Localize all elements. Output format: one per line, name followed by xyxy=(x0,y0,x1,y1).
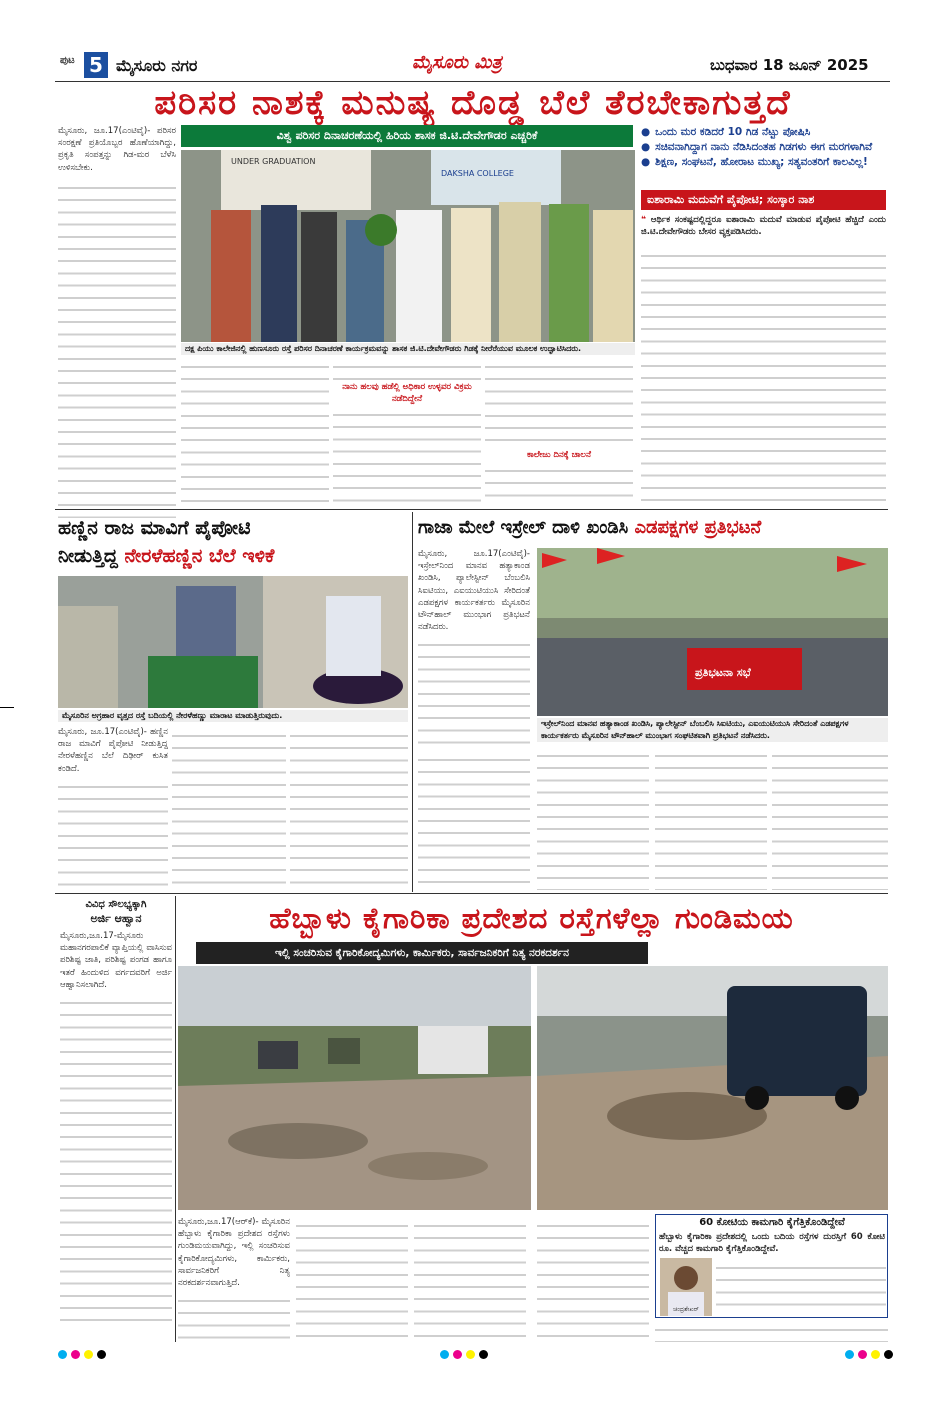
story5-column-2 xyxy=(296,1216,408,1342)
bullet-icon: ● xyxy=(641,126,651,138)
cyan-dot-icon xyxy=(845,1350,854,1359)
quote-mark-icon: ❝ xyxy=(641,215,651,225)
story2-caption: ಮೈಸೂರಿನ ಅಗ್ರಹಾರ ವೃತ್ತದ ರಸ್ತೆ ಬದಿಯಲ್ಲಿ ನೇರಳೆಹಣ್ಣು ಮಾರಾಟ ಮಾಡುತ್ತಿರುವುದು. xyxy=(58,710,408,722)
story3-column-2 xyxy=(418,750,530,890)
story3-headline: ಗಾಜಾ ಮೇಲೆ ಇಸ್ರೇಲ್ ದಾಳಿ ಖಂಡಿಸಿ ಎಡಪಕ್ಷಗಳ ಪ್ರತಿಭಟನೆ xyxy=(418,517,762,538)
story2-headline-line2: ನೀಡುತ್ತಿದ್ದ ನೇರಳೆಹಣ್ಣಿನ ಬೆಲೆ ಇಳಿಕೆ xyxy=(58,545,275,567)
story1-photo-caption: ದಕ್ಷ ಪಿಯು ಕಾಲೇಜಿನಲ್ಲಿ ಹುಣಸೂರು ರಸ್ತೆ ಪರಿಸರ ದಿನಾಚರಣೆ ಕಾರ್ಯಕ್ರಮವನ್ನು ಶಾಸಕ ಜಿ.ಟಿ.ದೇವೇಗೌಡರು ಗಿಡಕ್ಕೆ ನೀರೆರೆಯುವ ಮೂಲಕ ಉದ್ಘಾಟಿಸಿದರು. xyxy=(181,343,635,355)
cyan-dot-icon xyxy=(58,1350,67,1359)
story3-lead: ಮೈಸೂರು, ಜೂ.17(ಎಂಟಿವೈ)- ಇಸ್ರೇಲ್‌ನಿಂದ ಮಾನವ ಹತ್ಯಾಕಾಂಡ ಖಂಡಿಸಿ, ಪ್ಯಾಲೇಸ್ಟೀನ್ ಬೆಂಬಲಿಸಿ ಸಿಐಟಿಯು, ಎಐಯುಟಿಯುಸಿ ಸೇರಿದಂತೆ ಎಡಪಕ್ಷಗಳ ಕಾರ್ಯಕರ್ತರು ಮೈಸೂರಿನ ಟೌನ್‌ಹಾಲ್ ಮುಂಭಾಗ ಪ್ರತಿಭಟನೆ ನಡೆಸಿದರು. xyxy=(418,549,530,633)
photo-sign-1: UNDER GRADUATION xyxy=(231,157,316,166)
story1-column-3 xyxy=(333,357,481,507)
registration-mark xyxy=(0,707,14,708)
bullet-icon: ● xyxy=(641,156,651,168)
story1-column-4 xyxy=(485,357,633,507)
black-dot-icon xyxy=(97,1350,106,1359)
story4-lead: ಮೈಸೂರು,ಜೂ.17-ಮೈಸೂರು ಮಹಾನಗರಪಾಲಿಕೆ ವ್ಯಾಪ್ತಿಯಲ್ಲಿ ವಾಸಿಸುವ ಪರಿಶಿಷ್ಟ ಜಾತಿ, ಪರಿಶಿಷ್ಟ ಪಂಗಡ ಹಾಗೂ ಇತರೆ ಹಿಂದುಳಿದ ವರ್ಗದವರಿಗೆ ಅರ್ಜಿ ಆಹ್ವಾನಿಸಲಾಗಿದೆ. xyxy=(60,931,172,990)
story1-quote: ❝ ಆರ್ಥಿಕ ಸಂಕಷ್ಟದಲ್ಲಿದ್ದರೂ ಐಶಾರಾಮಿ ಮದುವೆ ಮಾಡುವ ಪೈಪೋಟಿ ಹೆಚ್ಚಿದೆ ಎಂದು ಜಿ.ಟಿ.ದೇವೇಗೌಡರು ಬೇಸರ ವ್ಯಕ್ತಪಡಿಸಿದರು. xyxy=(641,215,886,238)
story5-box-lead: ಹೆಬ್ಬಾಳು ಕೈಗಾರಿಕಾ ಪ್ರದೇಶದಲ್ಲಿ ಒಂದು ಬದಿಯ ರಸ್ತೆಗಳ ದುರಸ್ತಿಗೆ 60 ಕೋಟಿ ರೂ. ವೆಚ್ಚದ ಕಾಮಗಾರಿ ಕೈಗೆತ್ತಿಕೊಂಡಿದ್ದೇವೆ. xyxy=(659,1232,885,1255)
lead-headline: ಪರಿಸರ ನಾಶಕ್ಕೆ ಮನುಷ್ಯ ದೊಡ್ಡ ಬೆಲೆ ತೆರಬೇಕಾಗುತ್ತದೆ xyxy=(154,83,792,123)
story1-column-2 xyxy=(181,357,329,507)
protest-illustration xyxy=(537,548,888,716)
black-dot-icon xyxy=(884,1350,893,1359)
protest-banner-text: ಪ್ರತಿಭಟನಾ ಸಭೆ xyxy=(695,666,751,679)
story5-box-body xyxy=(716,1258,886,1316)
story1-highlights xyxy=(641,125,886,187)
portrait-label: ಚಂದ್ರಶೇಖರ್ xyxy=(673,1306,699,1313)
highlight-item: ● ಒಂದು ಮರ ಕಡಿದರೆ 10 ಗಿಡ ನೆಟ್ಟು ಪೋಷಿಸಿ xyxy=(641,126,811,138)
color-registration-left xyxy=(58,1350,106,1359)
story2-column-1 xyxy=(58,726,168,890)
story2-column-3 xyxy=(290,726,408,890)
bullet-icon: ● xyxy=(641,141,651,153)
black-dot-icon xyxy=(479,1350,488,1359)
highlight-item: ● ಶಿಕ್ಷಣ, ಸಂಘಟನೆ, ಹೋರಾಟ ಮುಖ್ಯ; ಸತ್ಯವಂತರಿಗೆ ಕಾಲವಿಲ್ಲ! xyxy=(641,156,868,168)
magenta-dot-icon xyxy=(71,1350,80,1359)
magenta-dot-icon xyxy=(858,1350,867,1359)
divider xyxy=(55,509,888,510)
story2-photo xyxy=(58,576,408,708)
story2-headline-line1: ಹಣ್ಣಿನ ರಾಜ ಮಾವಿಗೆ ಪೈಪೋಟಿ xyxy=(58,517,251,539)
divider xyxy=(55,893,888,894)
paper-logo: ಮೈಸೂರು ಮಿತ್ರ xyxy=(412,52,502,73)
page-label: ಪುಟ xyxy=(60,55,75,66)
story1-column-1 xyxy=(58,125,176,525)
story1-photo xyxy=(181,150,635,342)
story1-pull-quote: ನಾನು ಹಲವು ಹಡೆಲ್ಲಿ ಅಧಿಕಾರ ಉಳ್ಳವರ ವಿಕ್ರಮ ನಡೆದಿದ್ದೇನೆ xyxy=(342,382,472,404)
story5-column-3 xyxy=(414,1216,526,1342)
story1-subhead: ವಿಶ್ವ ಪರಿಸರ ದಿನಾಚರಣೆಯಲ್ಲಿ ಹಿರಿಯ ಶಾಸಕ ಜಿ.ಟಿ.ದೇವೇಗೌಡರ ಎಚ್ಚರಿಕೆ xyxy=(181,125,633,147)
color-registration-right xyxy=(845,1350,893,1359)
story5-photo-2 xyxy=(537,966,888,1210)
potholed-road-illustration xyxy=(178,966,531,1210)
story5-photo-1 xyxy=(178,966,531,1210)
van-on-road-illustration xyxy=(537,966,888,1210)
story3-photo xyxy=(537,548,888,716)
story4-title-1: ವಿವಿಧ ಸೌಲಭ್ಯಕ್ಕಾಗಿ xyxy=(85,899,147,910)
section-title: ಮೈಸೂರು ನಗರ xyxy=(116,56,198,75)
story4-title-2: ಅರ್ಜಿ ಆಹ್ವಾನ xyxy=(90,912,142,925)
story3-column-1 xyxy=(418,548,530,746)
story3-column-4 xyxy=(655,746,767,890)
photo-sign-2: DAKSHA COLLEGE xyxy=(441,169,514,178)
date-line: ಬುಧವಾರ 18 ಜೂನ್ 2025 xyxy=(710,56,869,74)
story1-side-body xyxy=(641,246,886,506)
story5-column-1 xyxy=(178,1216,290,1342)
story4-body xyxy=(60,930,172,1340)
column-divider xyxy=(412,512,413,892)
story5-lead: ಮೈಸೂರು,ಜೂ.17(ಆರ್‌ಕೆ)- ಮೈಸೂರಿನ ಹೆಬ್ಬಾಳು ಕೈಗಾರಿಕಾ ಪ್ರದೇಶದ ರಸ್ತೆಗಳು ಗುಂಡಿಮಯವಾಗಿದ್ದು, ಇಲ್ಲಿ ಸಂಚರಿಸುವ ಕೈಗಾರಿಕೋದ್ಯಮಿಗಳು, ಕಾರ್ಮಿಕರು, ಸಾರ್ವಜನಿಕರಿಗೆ ನಿತ್ಯ ನರಕದರ್ಶನವಾಗುತ್ತಿದೆ. xyxy=(178,1217,290,1289)
column-divider xyxy=(175,896,176,1342)
story2-column-2 xyxy=(172,726,286,890)
story5-headline: ಹೆಬ್ಬಾಳು ಕೈಗಾರಿಕಾ ಪ್ರದೇಶದ ರಸ್ತೆಗಳೆಲ್ಲಾ ಗುಂಡಿಮಯ xyxy=(269,901,794,935)
story5-box-title: 60 ಕೋಟಿಯ ಕಾಮಗಾರಿ ಕೈಗೆತ್ತಿಕೊಂಡಿದ್ದೇವೆ xyxy=(699,1217,845,1228)
story1-pull-quote-2: ಕಾಲೇಜು ದಿನಕ್ಕೆ ಚಾಲನೆ xyxy=(526,450,592,460)
story5-column-4 xyxy=(537,1216,649,1342)
cyan-dot-icon xyxy=(440,1350,449,1359)
story5-column-5 xyxy=(655,1320,888,1342)
yellow-dot-icon xyxy=(466,1350,475,1359)
story2-lead: ಮೈಸೂರು, ಜೂ.17(ಎಂಟಿವೈ)- ಹಣ್ಣಿನ ರಾಜ ಮಾವಿಗೆ ಪೈಪೋಟಿ ನೀಡುತ್ತಿದ್ದ ನೇರಳೆಹಣ್ಣಿನ ಬೆಲೆ ದಿಢೀರ್ ಕುಸಿತ ಕಂಡಿದೆ. xyxy=(58,727,168,774)
story3-column-5 xyxy=(772,746,888,890)
magenta-dot-icon xyxy=(453,1350,462,1359)
story1-body-text xyxy=(58,178,176,518)
page-number: 5 xyxy=(84,52,108,78)
yellow-dot-icon xyxy=(871,1350,880,1359)
highlight-item: ● ಸಚಿವನಾಗಿದ್ದಾಗ ನಾನು ನೆಡಿಸಿದಂತಹ ಗಿಡಗಳು ಈಗ ಮರಗಳಾಗಿವೆ xyxy=(641,141,873,153)
story1-side-head: ಐಶಾರಾಮಿ ಮದುವೆಗೆ ಪೈಪೋಟಿ; ಸಂಸ್ಕಾರ ನಾಶ xyxy=(641,190,886,210)
fruit-vendor-illustration xyxy=(58,576,408,708)
story1-lead: ಮೈಸೂರು, ಜೂ.17(ಎಂಟಿವೈ)- ಪರಿಸರ ಸಂರಕ್ಷಣೆ ಪ್ರತಿಯೊಬ್ಬರ ಹೊಣೆಯಾಗಿದ್ದು, ಪ್ರಕೃತಿ ಸಂಪತ್ತನ್ನು ಗಿಡ-ಮರ ಬೆಳೆಸಿ ಉಳಿಸಬೇಕು. xyxy=(58,126,176,173)
group-photo-illustration xyxy=(181,150,635,342)
color-registration-center xyxy=(440,1350,488,1359)
yellow-dot-icon xyxy=(84,1350,93,1359)
story3-column-3 xyxy=(537,746,649,890)
story5-subhead: ಇಲ್ಲಿ ಸಂಚರಿಸುವ ಕೈಗಾರಿಕೋದ್ಯಮಿಗಳು, ಕಾರ್ಮಿಕರು, ಸಾರ್ವಜನಿಕರಿಗೆ ನಿತ್ಯ ನರಕದರ್ಶನ xyxy=(196,942,648,964)
story3-caption: ಇಸ್ರೇಲ್‌ನಿಂದ ಮಾನವ ಹತ್ಯಾಕಾಂಡ ಖಂಡಿಸಿ, ಪ್ಯಾಲೇಸ್ಟೀನ್ ಬೆಂಬಲಿಸಿ ಸಿಐಟಿಯು, ಎಐಯುಟಿಯುಸಿ ಸೇರಿದಂತೆ ಎಡಪಕ್ಷಗಳ ಕಾರ್ಯಕರ್ತರು ಮೈಸೂರಿನ ಟೌನ್‌ಹಾಲ್ ಮುಂಭಾಗ ಸಂಘಟಿತವಾಗಿ ಪ್ರತಿಭಟನೆ ನಡೆಸಿದರು. xyxy=(537,718,888,742)
